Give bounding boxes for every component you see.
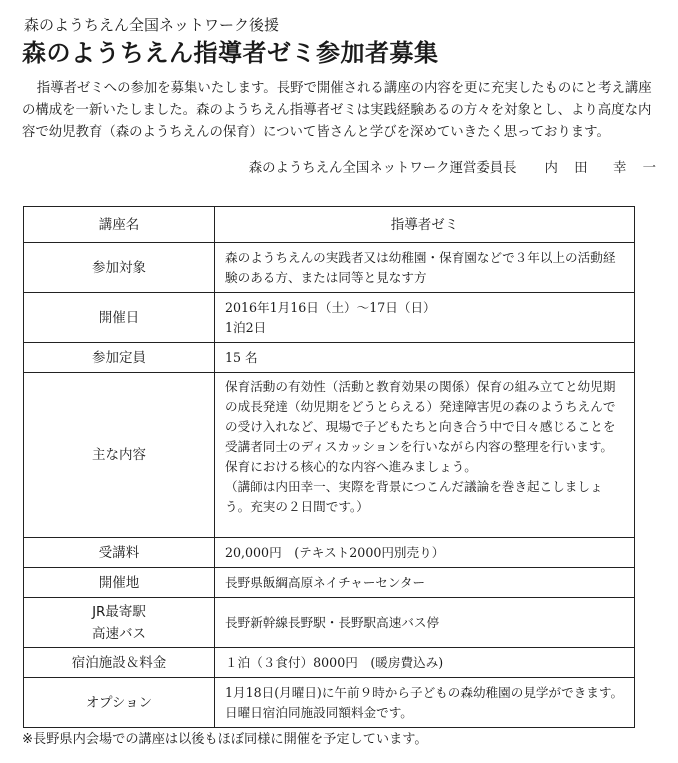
capacity-label: 参加定員	[24, 343, 215, 373]
signature-org: 森のようちえん全国ネットワーク運営委員長	[248, 161, 517, 176]
course-info-table	[23, 206, 635, 728]
content-label: 主な内容	[24, 373, 215, 538]
fee-label: 受講料	[24, 538, 215, 568]
footnote: ※長野県内会場での講座は以後もほぼ同様に開催を予定しています。	[22, 732, 428, 747]
date-label: 開催日	[24, 293, 215, 343]
access-label-bus: 高速バス	[92, 625, 146, 642]
support-line: 森のようちえん全国ネットワーク後援	[24, 16, 280, 34]
signature	[249, 160, 662, 178]
option-value: 1月18日(月曜日)に午前９時から子どもの森幼稚園の見学ができます。日曜日宿泊同施設同額料金です。	[215, 678, 635, 728]
date-value	[215, 293, 635, 343]
table-row-capacity	[24, 343, 635, 373]
table-row-access	[24, 598, 635, 648]
signature-name: 内 田 幸 一	[544, 161, 662, 176]
lodging-label: 宿泊施設＆料金	[24, 648, 215, 678]
table-row-target	[24, 243, 635, 293]
venue-label: 開催地	[24, 568, 215, 598]
table-row-lodging	[24, 648, 635, 678]
lodging-value: １泊（３食付）8000円 (暖房費込み)	[215, 648, 635, 678]
page-title: 森のようちえん指導者ゼミ参加者募集	[22, 39, 439, 67]
target-label: 参加対象	[24, 243, 215, 293]
date-line-1: 2016年1月16日（土）〜17日（日）	[225, 299, 436, 315]
table-row-venue	[24, 568, 635, 598]
header-label: 講座名	[24, 207, 215, 243]
header-value: 指導者ゼミ	[215, 207, 635, 243]
option-label: オプション	[24, 678, 215, 728]
access-value: 長野新幹線長野駅・長野駅高速バス停	[215, 598, 635, 648]
table-row-header	[24, 207, 635, 243]
access-label	[24, 598, 215, 648]
table-row-content	[24, 373, 635, 538]
fee-value: 20,000円 (テキスト2000円別売り）	[215, 538, 635, 568]
intro-paragraph: 指導者ゼミへの参加を募集いたします。長野で開催される講座の内容を更に充実したものにと考え講座の構成を一新いたしました。森のようちえん指導者ゼミは実践経験あるの方々を対象とし、より高度な内容で幼児教育（森のようちえんの保育）について皆さんと学びを深めていきたく思っております。	[22, 81, 652, 140]
content-paragraph-1: 保育活動の有効性（活動と教育効果の関係）保育の組み立てと幼児期の成長発達（幼児期をどうとらえる）発達障害児の森のようちえんでの受け入れなど、現場で子どもたちと向き合う中で日々感じることを受講者同士のディスカッションを行いながら内容の整理を行います。保育における核心的な内容へ進みましょう。	[225, 379, 616, 474]
content-paragraph-2: （講師は内田幸一、実際を背景につこんだ議論を巻き起こしましょう。充実の２日間です。）	[225, 479, 603, 514]
content-value	[215, 373, 635, 538]
venue-value: 長野県飯綱高原ネイチャーセンター	[215, 568, 635, 598]
table-row-fee	[24, 538, 635, 568]
table-row-option	[24, 678, 635, 728]
target-value: 森のようちえんの実践者又は幼稚園・保育園などで３年以上の活動経験のある方、または同等と見なす方	[215, 243, 635, 293]
capacity-value: 15 名	[215, 343, 635, 373]
date-line-2: 1泊2日	[225, 319, 267, 335]
access-label-station: JR最寄駅	[92, 603, 146, 620]
table-row-date	[24, 293, 635, 343]
